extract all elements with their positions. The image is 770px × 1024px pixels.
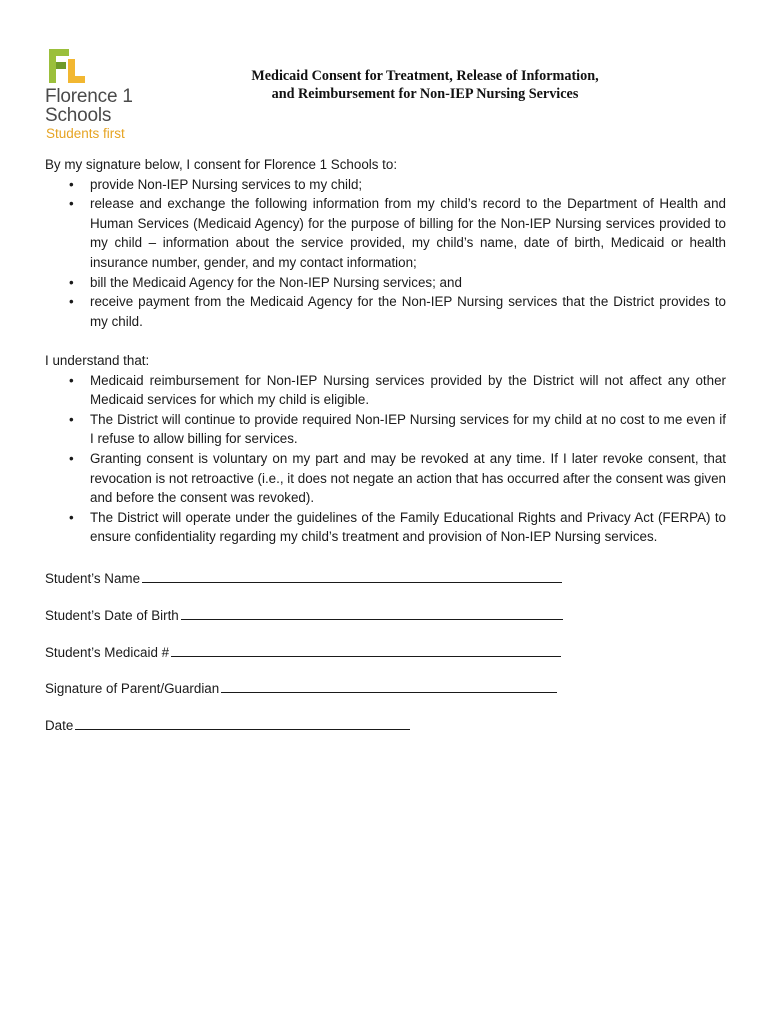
consent-body [45, 155, 726, 547]
bullet-icon: • [69, 372, 74, 388]
consent-item-text: provide Non-IEP Nursing services to my child; [90, 176, 363, 192]
understand-item-text: The District will continue to provide required Non-IEP Nursing services for my child at no cost to me even if I refuse to allow billing for services. [90, 411, 726, 447]
title-line-2: and Reimbursement for Non-IEP Nursing Services [271, 86, 579, 102]
bullet-icon: • [69, 274, 74, 290]
date-field [45, 715, 410, 733]
signature-line[interactable] [221, 678, 557, 693]
consent-item-text: bill the Medicaid Agency for the Non-IEP Nursing services; and [90, 274, 462, 290]
consent-item [45, 194, 726, 272]
understand-item-text: Granting consent is voluntary on my part and may be revoked at any time. If I later revoke consent, that revocation is not retroactive (i.e., it does not negate an action that has occurred after the consent was given and before the consent was revoked). [90, 450, 726, 506]
florence-1-logo-mark-icon [47, 47, 87, 85]
student-dob-line[interactable] [181, 605, 563, 620]
understand-item [45, 508, 726, 547]
student-name-line[interactable] [142, 568, 562, 583]
understand-item [45, 449, 726, 508]
bullet-icon: • [69, 176, 74, 192]
consent-list [45, 175, 726, 332]
consent-item-text: release and exchange the following information from my child’s record to the Department of Health and Human Services (Medicaid Agency) for the purpose of billing for the Non-IEP Nursing services provided to my child – information about the service provided, my child’s name, date of birth, Medicaid or health insurance number, gender, and my contact information; [90, 196, 726, 270]
student-medicaid-label: Student’s Medicaid # [45, 645, 170, 660]
understand-intro: I understand that: [45, 352, 150, 368]
understand-item-text: The District will operate under the guidelines of the Family Educational Rights and Privacy Act (FERPA) to ensure confidentiality regarding my child’s treatment and provision of Non-IEP Nursing services. [90, 509, 726, 545]
date-label: Date [45, 718, 74, 733]
logo-name-line1: Florence 1 [45, 86, 133, 107]
bullet-icon: • [69, 196, 74, 212]
date-line[interactable] [75, 715, 410, 730]
signature-label: Signature of Parent/Guardian [45, 681, 220, 696]
student-name-field [45, 568, 562, 586]
understand-item-text: Medicaid reimbursement for Non-IEP Nursing services provided by the District will not affect any other Medicaid services for which my child is eligible. [90, 372, 726, 408]
bullet-icon: • [69, 509, 74, 525]
consent-item [45, 292, 726, 331]
student-dob-field [45, 605, 563, 623]
logo-name [45, 87, 133, 125]
understand-item [45, 371, 726, 410]
document-title [190, 67, 660, 103]
title-line-1: Medicaid Consent for Treatment, Release of Information, [251, 68, 599, 84]
student-dob-label: Student’s Date of Birth [45, 608, 179, 623]
logo-name-line2: Schools [45, 105, 112, 126]
consent-intro: By my signature below, I consent for Florence 1 Schools to: [45, 157, 398, 172]
bullet-icon: • [69, 294, 74, 310]
district-logo [45, 47, 155, 143]
student-medicaid-line[interactable] [171, 642, 561, 657]
bullet-icon: • [69, 450, 74, 466]
consent-item [45, 175, 726, 195]
consent-item [45, 273, 726, 293]
bullet-icon: • [69, 411, 74, 427]
student-name-label: Student’s Name [45, 571, 141, 586]
consent-item-text: receive payment from the Medicaid Agency for the Non-IEP Nursing services that the District provides to my child. [90, 294, 726, 329]
signature-field [45, 678, 557, 696]
student-medicaid-field [45, 642, 561, 660]
understand-list [45, 371, 726, 547]
logo-tagline: Students first [46, 126, 125, 141]
understand-item [45, 410, 726, 449]
